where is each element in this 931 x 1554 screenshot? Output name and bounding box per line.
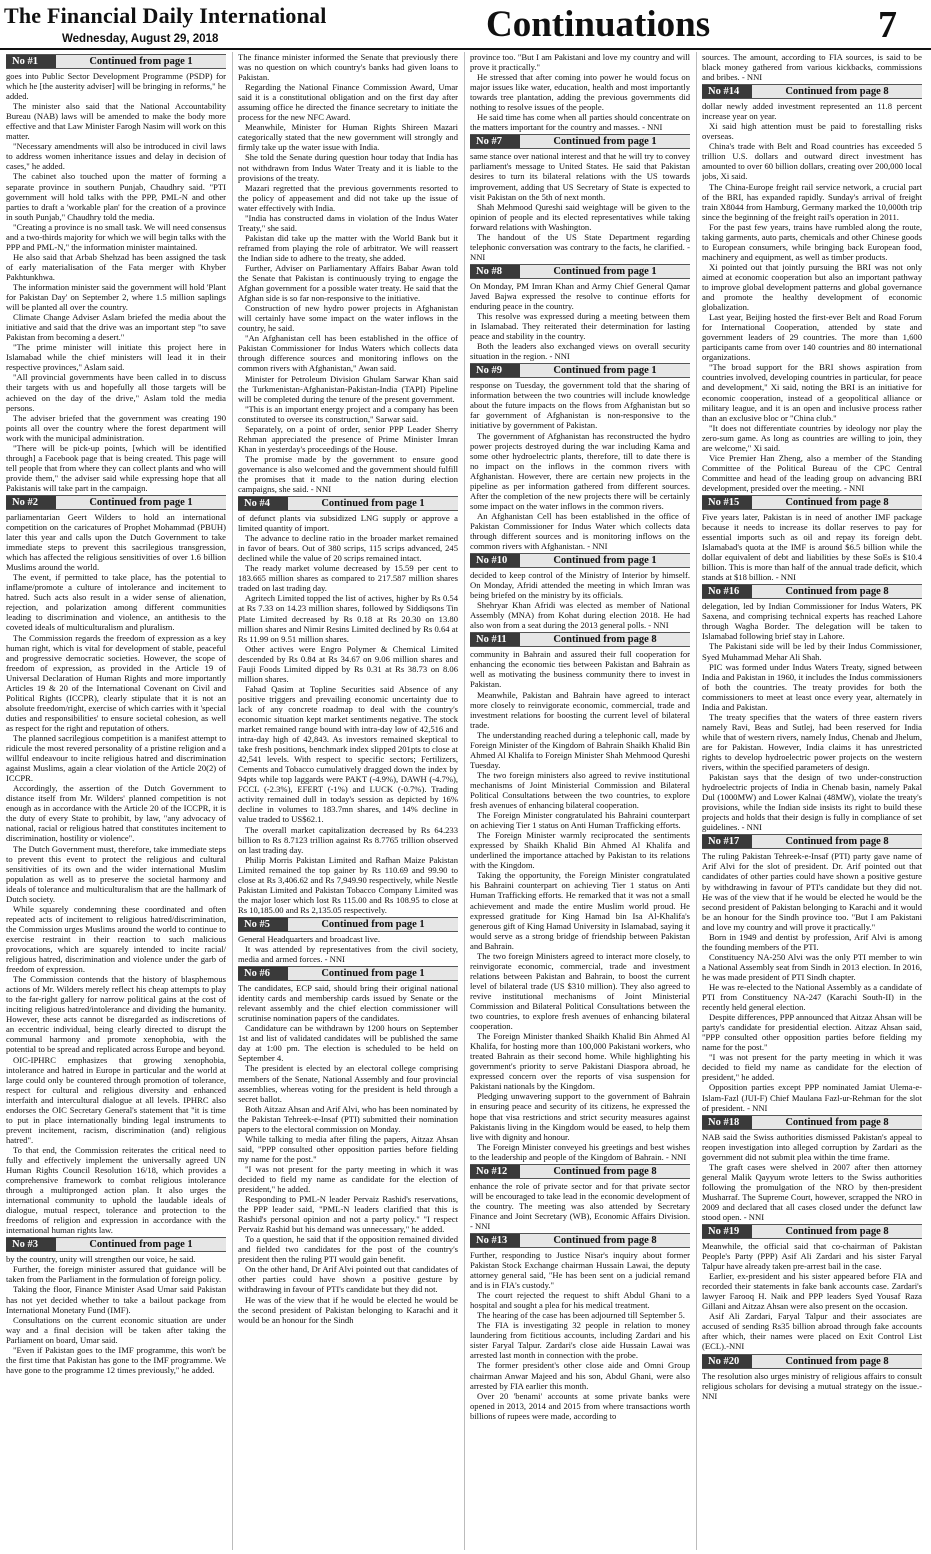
continued-from-label: Continued from page 1	[553, 555, 657, 567]
continued-from-label: Continued from page 8	[785, 1355, 889, 1367]
continued-from-label: Continued from page 8	[553, 1234, 657, 1246]
continued-story	[702, 1115, 922, 1222]
story-paragraph: Further, Adviser on Parliamentary Affairs Babar Awan told the Senate that Pakistan is continuously trying to engage the Afghan government for a possible water treaty. He said that the Afghan side is so far non-responsive to the initiative.	[238, 262, 458, 304]
continuation-header	[470, 1164, 690, 1179]
story-paragraph: The finance minister informed the Senate that previously there was no question on which country's banks had given loans to Pakistan.	[238, 52, 458, 83]
continued-story	[470, 1233, 690, 1421]
story-paragraph: Accordingly, the assertion of the Dutch Government to distance itself from Mr. Wilders' planned competition is not enough as in accordance with the Article 20 of the ICCPR, it is the duty of every State to prohibit, by law, "any advocacy of national, racial or religious hatred that constitutes incitement to discrimination, hostility or violence".	[6, 783, 226, 844]
story-paragraph: The understanding reached during a telephonic call, made by Foreign Minister of the Kingdom of Bahrain Shaikh Khalid Bin Ahmed Al Khalifa to Foreign Minister Shah Mehmood Qureshi Tuesday.	[470, 729, 690, 770]
story-paragraph: Responding to PML-N leader Pervaiz Rashid's reservations, the PPP leader said, "PML-N leaders clarified that this is Rashid's personal opinion and not a party policy." "I respect Pervaiz Rashid but his demand was unnecessary," he added.	[238, 1194, 458, 1235]
continued-story	[702, 1224, 922, 1352]
continued-from-label: Continued from page 8	[553, 1165, 657, 1177]
continuation-number: No #6	[238, 967, 288, 980]
story-paragraph: To a question, he said that if the opposition remained divided and fielded two candidates for the post of the country's president then the ruling PTI would gain benefit.	[238, 1234, 458, 1265]
story-paragraph: "I was not present for the party meeting in which it was decided to field my name as candidate for the election of president," he added.	[238, 1163, 458, 1195]
masthead-rule	[0, 48, 931, 50]
continuation-header	[702, 84, 922, 99]
continued-story	[6, 1237, 226, 1375]
continued-from-label: Continued from page 8	[785, 836, 889, 848]
story-paragraph: On the other hand, Dr Arif Alvi pointed out that candidates of other parties could have shown a positive gesture by withdrawing in favour of PTI's candidate but they did not.	[238, 1264, 458, 1295]
story-paragraph: Separately, on a point of order, senior PPP Leader Sherry Rehman appreciated the presence of Prime Minister Imran Khan in yesterday's proceedings of the House.	[238, 423, 458, 454]
continued-from-label: Continued from page 1	[89, 496, 193, 508]
story-paragraph: "I was not present for the party meeting in which it was decided to field my name as candidate for the election of president," he added.	[702, 1052, 922, 1083]
column-1	[6, 52, 226, 1550]
story-paragraph: Pledging unwavering support to the government of Bahrain in ensuring peace and security of its citizens, he expressed the hope that visa restrictions and strict security measures against Pakistanis living in the Kingdom would be eased, to help them live with dignity and honour.	[470, 1091, 690, 1142]
continued-from-label: Continued from page 1	[553, 365, 657, 377]
story-paragraph: Asif Ali Zardari, Faryal Talpur and their associates are accused of sending Rs35 billion abroad through fake accounts after which, their names were placed on Exit Control List (ECL).-NNI	[702, 1311, 922, 1352]
continued-story	[702, 1354, 922, 1401]
story-paragraph: He was re-elected to the National Assembly as a candidate of PTI from Constituency NA-247 (Karachi South-II) in the recently held general election.	[702, 981, 922, 1013]
continuation-header	[6, 495, 226, 510]
continued-story	[238, 496, 458, 915]
continuation-number: No #2	[6, 496, 56, 509]
story-paragraph: The Pakistani side will be led by their Indus Commissioner, Syed Muhammad Mehar Ali Shah.	[702, 641, 922, 662]
continuation-number: No #14	[702, 85, 752, 98]
story-paragraph: Philip Morris Pakistan Limited and Rafhan Maize Pakistan Limited remained the top gainer by Rs 110.69 and 99.90 to close at Rs 3,406.62 and Rs 7,949.90 respectively, while Nestle Pakistan Limited and Pakistan Tobacco Company Limited was the major loser which lost Rs 115.00 and Rs 108.95 to close at Rs 10,185.00 and Rs 2,135.05 respectively.	[238, 854, 458, 915]
story-paragraph: This resolve was expressed during a meeting between them in Islamabad. They reiterated their determination for lasting peace and stability in the country.	[470, 311, 690, 342]
story-paragraph: While talking to media after filing the papers, Aitzaz Ahsan said, "PPP consulted other opposition parties before fielding my name for the post."	[238, 1133, 458, 1164]
story-paragraph: Taking the floor, Finance Minister Asad Umar said Pakistan has not yet decided whether to take a bailout package from International Monetary Fund (IMF).	[6, 1284, 226, 1315]
continuation-number: No #11	[470, 633, 520, 646]
continuation-number: No #16	[702, 585, 752, 598]
continuation-header	[702, 495, 922, 510]
story-paragraph: The Foreign Minister thanked Shaikh Khalid Bin Ahmed Al Khalifa, for hosting more than 100,000 Pakistani workers, who treated Bahrain as their second home. While highlighting his government's priority to serve Pakistani Diaspora abroad, he expressed concern over the reports of visa suspension for Pakistani nationals by the Kingdom.	[470, 1031, 690, 1092]
story-paragraph: Meanwhile, Minister for Human Rights Shireen Mazari categorically stated that the new government will strongly and firmly take up the water issue with India.	[238, 122, 458, 153]
story-paragraph: The promise made by the government to ensure good governance is also welcomed and the government should fulfill the promises that it made to the nation during election campaigns, she said. - NNI	[238, 453, 458, 495]
story-paragraph: The information minister said the government will hold 'Plant for Pakistan Day' on September 2, where 1.5 million saplings will be planted all over the country.	[6, 281, 226, 313]
story-paragraph: "Even if Pakistan goes to the IMF programme, this won't be the first time that Pakistan has gone to the IMF programme. We have gone to the programme 12 times previously," he added.	[6, 1344, 226, 1375]
story-paragraph: He said time has come when all parties should concentrate on the matters important for the country and masses. - NNI	[470, 112, 690, 133]
story-paragraph: Taking the opportunity, the Foreign Minister congratulated his Bahraini counterpart on achieving Tier 1 status on Anti Human Trafficking efforts. He remarked that it was not a small achievement and made the entire Muslim world proud. He expressed gratitude for King Hamad bin Isa Al-Khalifa's generous gift of King Hamad University in Islamabad, saying it would serve as a strong bridge of friendship between Pakistan and Bahrain.	[470, 870, 690, 951]
story-paragraph: He stressed that after coming into power he would focus on major issues like water, education, health and most importantly towards tree plantation, adding the previous governments did nothing to resolve issues of the people.	[470, 72, 690, 113]
continued-story	[470, 632, 690, 1161]
story-paragraph: Regarding the National Finance Commission Award, Umar said it is a constitutional obligation and on the first day after assuming office he directed the finance secretary to initiate the process for the new NFC Award.	[238, 82, 458, 123]
story-paragraph: For the past few years, trains have rumbled along the route, taking garments, auto parts, chemicals and other Chinese goods to European consumers, while bringing back European food, machinery and equipment, as well as timber products.	[702, 221, 922, 262]
continuation-number: No #1	[6, 55, 56, 68]
column-divider	[232, 52, 233, 1550]
continuation-header	[470, 134, 690, 149]
continued-from-label: Continued from page 1	[89, 56, 193, 67]
story-paragraph: The hearing of the case has been adjourned till September 5.	[477, 1310, 685, 1321]
continued-from-label: Continued from page 1	[321, 498, 425, 510]
column-3	[470, 52, 690, 1550]
story-paragraph: Earlier, ex-president and his sister appeared before FIA and recorded their statements in fake bank accounts case. Zardari's lawyer Farooq H. Naik and PPP leaders Syed Yousaf Raza Gillani and Aitzaz Ahsan were also present on the occasion.	[702, 1271, 922, 1312]
story-paragraph: NAB said the Swiss authorities dismissed Pakistan's appeal to reopen investigation into alleged corruption by Zardari as the government did not submit plea within the time frame.	[702, 1131, 922, 1162]
story-paragraph: The cabinet also touched upon the matter of forming a separate province in southern Punjab, Chaudhry said. "PTI government will hold talks with the PPP, PML-N and other parties to draft a 'workable plan' for the creation of a province in south Punjab," Chaudhry told the media.	[6, 171, 226, 222]
story-paragraph: Vice Premier Han Zheng, also a member of the Standing Committee of the Political Bureau of the CPC Central Committee and head of the leading group on advancing BRI development, presided over the meeting. - NNI	[702, 452, 922, 493]
story-paragraph: Despite differences, PPP announced that Aitzaz Ahsan will be party's candidate for presidential election. Aitzaz Ahsan said, "PPP consulted other opposition parties before fielding my name for the post."	[702, 1012, 922, 1053]
story-paragraph: "India has constructed dams in violation of the Indus Water Treaty," she said.	[238, 212, 458, 233]
story-paragraph: Xi said high attention must be paid to forestalling risks overseas.	[702, 121, 922, 142]
continuation-number: No #8	[470, 265, 520, 278]
continuation-header	[470, 1233, 690, 1248]
story-paragraph: Meanwhile, the official said that co-chairman of Pakistan People's Party (PPP) Asif Ali Zardari and his sister Faryal Talpur have already taken pre-arrest bail in the case.	[702, 1241, 922, 1272]
story-paragraph: The treaty specifies that the waters of three eastern rivers namely Ravi, Beas and Sutlej, had been reserved for India while that of western rivers, namely Indus, Chenab and Jhelum, are for Pakistan. However, India claims it has unrestricted rights to develop hydroelectric power projects on the western rivers, within the specified parameters of design.	[702, 711, 922, 773]
continued-from-label: Continued from page 8	[785, 586, 889, 598]
story-paragraph: China's trade with Belt and Road countries has exceeded 5 trillion U.S. dollars and outward direct investment has amounted to over 60 billion dollars, creating over 200,000 local jobs, Xi said.	[702, 141, 922, 182]
story-paragraph: PIC was formed under Indus Waters Treaty, signed between India and Pakistan in 1960, it includes the Indus commissioners of both the countries. The treaty provides for both the commissioners to meet at least once every year, alternately in India and Pakistan.	[702, 661, 922, 712]
story-paragraph: OIC-IPHRC emphasizes that growing xenophobia, intolerance and hatred in Europe in particular and the world at large could only be countered through promotion of tolerance, respect for cultural and religious diversity and enhanced interfaith and intercultural dialogue at all levels. IPHRC also endorses the OIC Secretary General's statement that "it is time to put in place internationally binding legal instruments to prevent incitement, racism, discrimination (and) religious hatred".	[6, 1054, 226, 1145]
continued-from-label: Continued from page 8	[553, 634, 657, 646]
continued-story	[702, 584, 922, 832]
column-divider	[696, 52, 697, 1550]
story-paragraph: The government of Afghanistan has reconstructed the hydro power projects destroyed during the war including Kama and some other hydroelectric plants, therefore, till to date there is no impact on the inflows in the common rivers with Afghanistan. However, there are certain new projects in the pipeline as per information gathered from different sources. After the completion of the new projects there will be certainly some impact on the water inflows in the common rivers.	[470, 430, 690, 511]
story-paragraph: goes into Public Sector Development Programme (PSDP) for which he [the austerity adviser] will be bringing in reforms," he added.	[6, 71, 226, 102]
story-paragraph: by the country, unity will strengthen our voice, he said.	[6, 1254, 196, 1265]
story-paragraph: He also said that Arbab Shehzad has been assigned the task of early materialisation of the Fata merger with Khyber Pakhtunkhwa.	[6, 251, 226, 282]
story-paragraph: An Afghanistan Cell has been established in the office of Pakistan Commissioner for Indus Water which collects data through different sources and is monitoring inflows on the common rivers with Afghanistan. - NNI	[470, 510, 690, 552]
story-paragraph: The Commission contends that the history of blasphemous actions of Mr. Wilders merely reflect his cheap attempts to play to the far-right gallery for narrow political gains at the cost of inciting religious hatred/intolerance and dividing the humanity. However, these acts cannot be disregarded as indiscretions of an eccentric individual, being clearly directed to disrupt the communal harmony and promote xenophobia, with the potential to be spread and replicated across Europe and beyond.	[6, 974, 226, 1055]
story-paragraph: Agritech Limited topped the list of actives, higher by Rs 0.54 at Rs 7.33 on 14.23 million shares, followed by Siddiqsons Tin Plate Limited decreased by Rs 0.18 at Rs 20.30 on 13.80 million shares and Nimir Resins Limited declined by Rs 0.64 at Rs 11.99 on 9.51 million shares.	[238, 593, 458, 644]
continuation-header	[702, 834, 922, 849]
continued-story	[6, 495, 226, 1235]
continued-from-label: Continued from page 1	[553, 136, 657, 148]
story-paragraph: The ready market volume decreased by 15.59 per cent to 183.665 million shares as compared to 217.587 million shares traded on last trading day.	[238, 563, 458, 594]
continued-story	[470, 553, 690, 630]
story-paragraph: The president is elected by an electoral college comprising members of the Senate, National Assembly and four provincial assemblies, whereas voting for the president is held through a secret ballot.	[238, 1063, 458, 1104]
column-2	[238, 52, 458, 1550]
story-paragraph: She told the Senate during question hour today that India has not withdrawn from Indus Water Treaty and it is liable to the provisions of the treaty.	[238, 152, 458, 183]
story-paragraph: decided to keep control of the Ministry of Interior by himself. On Monday, Afridi attended the meeting in which Imran was being briefed on the ministry by its officials.	[470, 570, 690, 601]
continuation-number: No #19	[702, 1225, 752, 1238]
continued-story	[702, 84, 922, 493]
story-paragraph: The advance to decline ratio in the broader market remained in favor of bears. Out of 380 scrips, 115 scrips advanced, 245 declined while the value of 20 scrips remained intact.	[238, 533, 458, 564]
story-paragraph: Shehryar Khan Afridi was elected as member of National Assembly (MNA) from Kohat during election 2018. He had also won from a seat during the 2013 general polls. - NNI	[470, 600, 690, 631]
continuation-header	[702, 1354, 922, 1369]
story-paragraph: Meanwhile, Pakistan and Bahrain have agreed to interact more closely to reinvigorate economic, commercial, trade and investment relations for boosting the current level of bilateral trade.	[470, 689, 690, 730]
continuation-number: No #13	[470, 1234, 520, 1247]
column-4	[702, 52, 922, 1550]
story-paragraph: delegation, led by Indian Commissioner for Indus Waters, PK Saxena, and comprising technical experts has reached Lahore through Wagha Border. The delegation will be taken to Islamabad following brief stay in Lahore.	[702, 601, 922, 642]
story-paragraph: Both the leaders also exchanged views on overall security situation in the region. - NNI	[470, 341, 690, 362]
story-paragraph: General Headquarters and broadcast live.	[238, 933, 380, 944]
continuation-header	[470, 264, 690, 279]
story-paragraph: community in Bahrain and assured their full cooperation for enhancing the economic ties between Pakistan and Bahrain as well as motivating the business community there to invest in Pakistan.	[470, 649, 690, 690]
continuation-header	[702, 1224, 922, 1239]
story-paragraph: Last year, Beijing hosted the first-ever Belt and Road Forum for International Cooperation, attended by state and government leaders of 29 countries. The more than 1,600 participants came from over 140 countries and 80 international organizations.	[702, 312, 922, 363]
story-paragraph: "The prime minister will initiate this project here in Islamabad while the chief ministers will lead it in their respective provinces," Aslam said.	[6, 342, 226, 373]
story-paragraph: The court rejected the request to shift Abdul Ghani to a hospital and sought a plea for his medical treatment.	[470, 1290, 690, 1311]
masthead	[0, 0, 931, 54]
story-paragraph: The graft cases were shelved in 2007 after then attorney general Malik Qayyum wrote letters to the Swiss authorities following the promulgation of the NRO by then-president Musharraf. The Supreme Court, however, scrapped the NRO in 2009 and declared that all cases closed under the defunct law stood open. - NNI	[702, 1161, 922, 1222]
story-paragraph: The overall market capitalization decreased by Rs 64.233 billion to Rs 8.7123 trillion against Rs 8.7765 trillion observed on last trading day.	[238, 824, 458, 855]
continuation-header	[470, 632, 690, 647]
continuation-header	[6, 54, 226, 69]
story-paragraph: Five years later, Pakistan is in need of another IMF package because it needs to increase its dollar reserves to pay for essential imports such as oil and repay its foreign debt. Islamabad's quota at the IMF is around $6.5 billion while the dollar equivalent of debt and liabilities by these SoEs is $10.4 billion. This is more than half of the annual trade deficit, which stands at $18 billion. - NNI	[702, 511, 922, 583]
story-paragraph: Over 20 'benami' accounts at some private banks were opened in 2013, 2014 and 2015 from where transactions worth billions of rupees were made, according to	[470, 1390, 690, 1421]
continuation-number: No #17	[702, 835, 752, 848]
story-paragraph: The Foreign Minister warmly reciprocated the sentiments expressed by Shaikh Khalid Bin Ahmed Al Khalifa and underlined the importance attached by Pakistan to its relations with the Kingdom.	[470, 830, 690, 871]
story-paragraph: Pakistan did take up the matter with the World Bank but it reframed from playing the role of arbitrator. We will reassert the Indian side to adhere to the treaty, she added.	[238, 232, 458, 263]
story-paragraph: sources. The amount, according to FIA sources, is said to be black money gathered from various kickbacks, commissions and bribes. - NNI	[702, 52, 922, 83]
story-paragraph: Climate Change Adviser Aslam briefed the media about the initiative and said that the drive was an important step "to save Pakistan from becoming a desert."	[6, 312, 226, 343]
story-paragraph: He was of the view that if he would be elected he would be the second president of Pakistan belonging to Karachi and it would be an honour for the Sindh	[238, 1294, 458, 1325]
story-paragraph: Consultations on the current economic situation are under way and a final decision will be taken after taking the Parliament on board, Umar said.	[6, 1314, 226, 1345]
story-paragraph: The resolution also urges ministry of religious affairs to consult religious scholars for devising a mutual strategy on the issue.-NNI	[702, 1370, 922, 1401]
story-paragraph: enhance the role of private sector and for that private sector will be encouraged to take lead in the economic development of the country. The meeting was also attended by Secretary Finance and Joint Secretary (WB), Economic Affairs Division. - NNI	[470, 1180, 690, 1231]
story-paragraph: Constituency NA-250 Alvi was the only PTI member to win a National Assembly seat from Sindh in 2013 election. In 2016, he was made president of PTI Sindh chapter.	[702, 951, 922, 982]
section-title: Continuations	[486, 4, 711, 45]
story-paragraph: The handout of the US State Department regarding telephonic conversation was contrary to the facts, he clarified. - NNI	[470, 231, 690, 262]
story-paragraph: Construction of new hydro power projects in Afghanistan will certainly have some impact on the water inflows in the country, he said.	[238, 303, 458, 334]
continued-story	[238, 966, 458, 1325]
continued-story	[470, 363, 690, 551]
story-paragraph: Both Aitzaz Ahsan and Arif Alvi, who has been nominated by the Pakistan Tehreek-e-Insaf (PTI) submitted their nomination papers to the electoral commission on Monday.	[238, 1103, 458, 1134]
story-paragraph: The event, if permitted to take place, has the potential to inflame/promote a culture of intolerance and incitement to hatred. Such acts also result in a wider sense of alienation, rejection, and polarization among different communities leading to discrimination and violence, an antithesis to the coveted ideals of multiculturalism and pluralism.	[6, 572, 226, 633]
page-number: 7	[878, 4, 897, 46]
continued-story	[470, 134, 690, 262]
story-paragraph: same stance over national interest and that he will try to convey parliament's message to United States. He said that Pakistan desires to turn its bilateral relations with the US towards improvement, adding that US Secretary of State is expected to visit Pakistan on the 5th of next month.	[470, 151, 690, 202]
story-paragraph: The two foreign Ministers agreed to interact more closely, to reinvigorate economic, commercial, trade and investment relations between Pakistan and Bahrain, to boost the current level of bilateral trade (US $310 million). They also agreed to revive institutional mechanisms of Joint Ministerial Commission and Bilateral Political Consultations between the two countries, to explore fresh avenues of enhancing bilateral cooperation.	[470, 950, 690, 1032]
continued-story	[470, 264, 690, 361]
story-paragraph: Opposition parties except PPP nominated Jamiat Ulema-e-Islam-Fazl (JUI-F) Chief Maulana Fazl-ur-Rehman for the slot of president. - NNI	[702, 1082, 922, 1113]
story-paragraph: Mazari regretted that the previous governments resorted to the policy of appeasement and did not take up the issue of water effectively with India.	[238, 182, 458, 213]
continuation-header	[6, 1237, 226, 1252]
continuation-header	[470, 363, 690, 378]
continuation-header	[470, 553, 690, 568]
continued-story	[238, 52, 458, 494]
continuation-header	[238, 496, 458, 511]
article-columns	[6, 52, 926, 1550]
story-paragraph: Xi pointed out that jointly pursuing the BRI was not only aimed at economic cooperation but also an important pathway to improve global development patterns and global governance and promote the healthy development of economic globalization.	[702, 261, 922, 313]
story-paragraph: "An Afghanistan cell has been established in the office of Pakistan Commissioner for Indus Waters which collects data through difference sources and monitoring inflows on the common rivers with Afghanistan," Awan said.	[238, 333, 458, 374]
paper-name: The Financial Daily International	[4, 3, 327, 28]
story-paragraph: The adviser briefed that the government was creating 190 points all over the country where the forest department will work with the municipal administration.	[6, 412, 226, 443]
story-paragraph: "Creating a province is no small task. We will need consensus and a two-thirds majority for which we will begin talks with the PPP and PML-N," the information minister maintained.	[6, 221, 226, 252]
continuation-number: No #4	[238, 497, 288, 510]
continued-from-label: Continued from page 8	[785, 496, 889, 508]
continuation-number: No #18	[702, 1116, 752, 1129]
story-paragraph: "This is an important energy project and a company has been constituted to oversee its construction," Sarwar said.	[238, 403, 458, 424]
story-paragraph: The ruling Pakistan Tehreek-e-Insaf (PTI) party gave name of Arif Alvi for the slot of president. Dr. Arif pointed out that candidates of other parties could have shown a positive gesture by withdrawing in favour of PTI's candidate but they did not. He was of the view that if he would be elected he would be the second president of Pakistan belonging to Karachi and it would be an honour for the Sindh province too. "But I am Pakistani and love my country and will prove it practically."	[702, 851, 922, 932]
story-paragraph: To that end, the Commission reiterates the critical need to fully and effectively implement the universally agreed UN Human Rights Council Resolution 16/18, which provides a comprehensive framework to combat religious intolerance through a multipronged action plan. It also urges the international community to uphold the laudable ideals of dialogue, mutual respect, tolerance and protection to the freedoms of religion and expression in accordance with the international human rights law.	[6, 1144, 226, 1236]
continuation-number: No #12	[470, 1165, 520, 1178]
story-paragraph: Fahad Qasim at Topline Securities said Absence of any positive triggers and prevailing economic uncertainty due to lack of any concrete roadmap to deal with the country's economic situation kept market sentiments negative. The stock market remained range bound with intra-day low of 42,516 and intra-day high of 42,843. As investors remained skeptical to take fresh positions, benchmark index slipped 201pts to close at 42,541 levels. With respect to specific sectors; Fertilizers, Cements and Tobacco cumulatively dragged down the index by 94pts while top laggards were PAKT (-4.9%), DAWH (-4.7%), FCCL (-2.3%), EFERT (-1%) and LUCK (-0.7%). Trading activity remained dull in today's session as depicted by 16% decline in volumes to 183.7mn shares, and 14% decline in value traded to US$62.1.	[238, 683, 458, 825]
continuation-header	[702, 584, 922, 599]
continuation-header	[702, 1115, 922, 1130]
story-paragraph: The Dutch Government must, therefore, take immediate steps to prevent this event to protect the religious and cultural sensitivities of its own and the wider international Muslim population as well as to preserve the societal harmony and ideals of tolerance and multiculturalism that are the hallmark of Dutch society.	[6, 843, 226, 904]
story-paragraph: The former president's other close aide and Omni Group chairman Anwar Majeed and his son, Abdul Ghani, were also arrested by FIA earlier this month.	[470, 1360, 690, 1391]
story-paragraph: response on Tuesday, the government told that the sharing of information between the two countries will include knowledge about the future impacts on the flows from Afghanistan but so far government of Afghanistan is non-responsive to the initiative by government of Pakistan.	[470, 380, 690, 431]
story-paragraph: The candidates, ECP said, should bring their original national identity cards and membership cards issued by Senate or the relevant assembly and the chief election commissioner will scrutinise nomination papers of the candidates.	[238, 983, 458, 1024]
story-paragraph: While squarely condemning these coordinated and often repeated acts of incitement to religious hatred/discrimination, the Commission urges Muslims around the world to continue to exercise restraint in their reaction to such malicious provocations, which are squarely intended to incite racial/ religious hatred, discrimination and violence under the garb of freedom of expression.	[6, 903, 226, 975]
story-paragraph: On Monday, PM Imran Khan and Army Chief General Qamar Javed Bajwa expressed the resolve to continue efforts for enduring peace in the country.	[470, 280, 690, 311]
continued-story	[6, 54, 226, 493]
story-paragraph: The Foreign Minister conveyed his greetings and best wishes to the leadership and people of the Kingdom of Bahrain. - NNI	[470, 1141, 690, 1162]
column-divider	[464, 52, 465, 1550]
continuation-number: No #10	[470, 554, 520, 567]
story-paragraph: "Necessary amendments will also be introduced in civil laws to address women inheritance issues and delay in decision of cases," he added.	[6, 141, 226, 172]
story-paragraph: The FIA is investigating 32 people in relation to money laundering from fictitious accounts, including Zardari and his sister Faryal Talpur. Zardari's close aide Hussain Lawai was arrested last month in connection with the probe.	[470, 1320, 690, 1361]
issue-date: Wednesday, August 29, 2018	[62, 33, 219, 45]
continued-from-label: Continued from page 1	[321, 968, 425, 980]
story-paragraph: Shah Mehmood Qureshi said weightage will be given to the opinion of people and its elected representatives while taking forward relations with Washington.	[470, 201, 690, 232]
story-paragraph: Minister for Petroleum Division Ghulam Sarwar Khan said the Turkmenistan-Afghanistan-Pakistan-India (TAPI) Pipeline will be completed during the tenure of the present government.	[238, 373, 458, 404]
continuation-number: No #15	[702, 496, 752, 509]
story-paragraph: Pakistan says that the design of two under-construction hydroelectric projects of India in Chenab basin, namely Pakal Dul (1000MW) and Lower Kalnai (48MW), violate the treaty's provisions, while the Indian side insists its right to build these projects and holds that their design is fully in compliance of set guidelines. - NNI	[702, 772, 922, 833]
story-paragraph: The minister also said that the National Accountability Bureau (NAB) laws will be amended to make the body more effective and that Law Minister Farogh Nasim will work on this matter.	[6, 101, 226, 142]
continued-story	[702, 495, 922, 582]
story-paragraph: province too. "But I am Pakistani and love my country and will prove it practically."	[470, 52, 690, 73]
continued-story	[702, 52, 922, 82]
continuation-header	[238, 966, 458, 981]
story-paragraph: of defunct plants via subsidized LNG supply or approve a limited quantity of import.	[238, 513, 458, 534]
continuation-number: No #5	[238, 918, 288, 931]
story-paragraph: dollar newly added investment represented an 11.8 percent increase year on year.	[702, 101, 922, 122]
continued-story	[702, 834, 922, 1112]
story-paragraph: Born in 1949 and dentist by profession, Arif Alvi is among the founding members of the PTI.	[702, 931, 922, 952]
story-paragraph: "It does not differentiate countries by ideology nor play the zero-sum game. As long as countries are willing to join, they are welcome," Xi said.	[702, 422, 922, 453]
story-paragraph: The planned sacrilegious competition is a manifest attempt to ridicule the most revered personality of a pristine religion and a willful endeavour to incite religious hatred and discrimination against Muslims, again a clear violation of the Article 20(2) of ICCPR.	[6, 733, 226, 784]
continued-from-label: Continued from page 8	[785, 86, 889, 98]
continuation-number: No #7	[470, 135, 520, 148]
story-paragraph: Other actives were Engro Polymer & Chemical Limited descended by Rs 0.84 at Rs 34.67 on 9.06 million shares and Fauji Foods Limited dipped by Rs 0.31 at Rs 38.73 on 8.06 million shares.	[238, 643, 458, 684]
continued-from-label: Continued from page 1	[89, 1239, 193, 1251]
continued-story	[470, 1164, 690, 1231]
continued-from-label: Continued from page 1	[321, 918, 425, 930]
continued-from-label: Continued from page 1	[553, 265, 657, 277]
continued-from-label: Continued from page 8	[785, 1226, 889, 1238]
continuation-number: No #20	[702, 1355, 752, 1368]
story-paragraph: "All provincial governments have been called in to discuss their targets with us and hopefully all those targets will be achieved on the day of the drive," Aslam told the media persons.	[6, 372, 226, 413]
continued-story	[470, 52, 690, 132]
continued-story	[238, 917, 458, 964]
story-paragraph: The two foreign ministers also agreed to revive institutional mechanisms of Joint Ministerial Commission and Bilateral Political Consultations between the two countries, to explore fresh avenues of enhancing bilateral cooperation.	[470, 769, 690, 811]
continuation-number: No #3	[6, 1238, 56, 1251]
story-paragraph: "The broad support for the BRI shows aspiration from countries involved, developing countries in particular, for peace and development," Xi said, noting the BRI is an initiative for economic cooperation, instead of a geopolitical alliance or military league, and it is an open and inclusive process rather than an exclusive bloc or "China club."	[702, 362, 922, 423]
story-paragraph: Candidature can be withdrawn by 1200 hours on September 1st and list of validated candidates will be published the same day at 1:00 pm. The election is scheduled to be held on September 4.	[238, 1023, 458, 1064]
story-paragraph: The Commission regards the freedom of expression as a key human right, which is vital for development of stable, peaceful and progressive democratic societies. However, the scope of freedom of expression, as provided in the Article 19 of Universal Declaration of Human Rights and more importantly Articles 19 & 20 of the International Covenant on Civil and Political Rights (ICCPR), clearly stipulate that it is not an absolute freedom/right, exercise of which carries with it 'special duties and responsibilities' to ensure societal cohesion, as well as respect for the right and reputation of others.	[6, 632, 226, 733]
continued-from-label: Continued from page 8	[785, 1116, 889, 1128]
story-paragraph: It was attended by representatives from the civil society, media and armed forces. - NNI	[238, 943, 458, 965]
story-paragraph: Further, the foreign minister assured that guidance will be taken from the Parliament in the formulation of foreign policy.	[6, 1264, 226, 1285]
continuation-number: No #9	[470, 364, 520, 377]
story-paragraph: The Foreign Minister congratulated his Bahraini counterpart on achieving Tier 1 status on Anti Human Trafficking efforts.	[470, 810, 690, 831]
story-paragraph: The China-Europe freight rail service network, a crucial part of the BRI, has expanded rapidly. Sunday's arrival of freight train X8044 from Hamburg, Germany marked the 10,000th trip since the beginning of the freight rail's operation in 2011.	[702, 181, 922, 222]
story-paragraph: "There will be pick-up points, [which will be identified through] a Facebook page that is being created. This page will tell people that from where they can collect plants and who will provide them," the adviser said while expressing hope that all Pakistanis will take part in the campaign.	[6, 442, 226, 493]
story-paragraph: Further, responding to Justice Nisar's inquiry about former Pakistan Stock Exchange chairman Hussain Lawai, the deputy attorney general said, "He has been sent on a judicial remand and is in FIA's custody."	[470, 1249, 690, 1291]
story-paragraph: parliamentarian Geert Wilders to hold an international competition on the caricatures of Prophet Mohammad (PBUH) later this year and calls upon the Dutch Government to take immediate steps to prevent this sacrilegious transgression, which has affected the religious sensitivities of over 1.6 billion Muslims around the world.	[6, 511, 226, 573]
continuation-header	[238, 917, 458, 932]
